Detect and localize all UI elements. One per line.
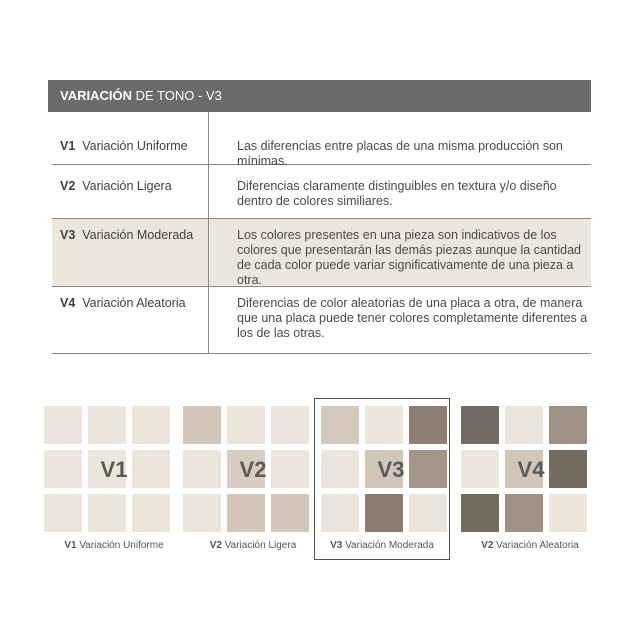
color-tile bbox=[365, 494, 403, 532]
swatch-v4 bbox=[461, 406, 601, 532]
color-tile bbox=[365, 406, 403, 444]
swatch-caption: V3 Variación Moderada bbox=[330, 540, 434, 551]
row-label: V2 Variación Ligera bbox=[60, 179, 172, 193]
color-tile bbox=[44, 494, 82, 532]
color-tile bbox=[321, 406, 359, 444]
color-tile bbox=[549, 494, 587, 532]
color-tile bbox=[271, 494, 309, 532]
row-label: V4 Variación Aleatoria bbox=[60, 296, 186, 310]
swatch-label: V3 bbox=[377, 457, 405, 482]
swatch-v2 bbox=[183, 406, 323, 532]
color-tile bbox=[183, 450, 221, 488]
swatch-label: V1 bbox=[100, 457, 128, 482]
header-title-bold: VARIACIÓN bbox=[60, 88, 132, 103]
color-tile bbox=[44, 450, 82, 488]
color-tile bbox=[132, 494, 170, 532]
table-row bbox=[52, 112, 591, 168]
color-tile bbox=[409, 406, 447, 444]
swatch-v1 bbox=[44, 406, 184, 532]
swatch-label: V2 bbox=[239, 457, 267, 482]
color-tile bbox=[271, 406, 309, 444]
table-row-highlighted bbox=[52, 219, 591, 287]
row-label: V1 Variación Uniforme bbox=[60, 139, 188, 153]
color-tile bbox=[409, 494, 447, 532]
swatch-caption: V1 Variación Uniforme bbox=[64, 540, 164, 551]
color-tile bbox=[88, 494, 126, 532]
table-header bbox=[48, 80, 591, 112]
row-description: Diferencias de color aleatorias de una placa a otra, de manera que una placa puede tener colores completamente diferentes a los de las otras. bbox=[237, 296, 588, 340]
color-tile bbox=[461, 494, 499, 532]
column-divider bbox=[208, 112, 209, 354]
color-tile bbox=[183, 406, 221, 444]
row-description: Diferencias claramente distinguibles en textura y/o diseño dentro de colores similiares. bbox=[237, 179, 557, 208]
table-row bbox=[52, 165, 591, 219]
row-description: Los colores presentes en una pieza son indicativos de los colores que presentarán las demás piezas aunque la cantidad de cada color puede variar significativamente de una pieza a otra. bbox=[237, 228, 581, 287]
color-tile bbox=[321, 494, 359, 532]
row-label: V3 Variación Moderada bbox=[60, 228, 194, 242]
color-tile bbox=[132, 406, 170, 444]
swatch-label: V4 bbox=[517, 457, 545, 482]
color-tile bbox=[183, 494, 221, 532]
table-row bbox=[52, 287, 591, 354]
color-tile bbox=[44, 406, 82, 444]
color-tile bbox=[227, 406, 265, 444]
color-tile bbox=[505, 494, 543, 532]
color-tile bbox=[461, 406, 499, 444]
row-description: Las diferencias entre placas de una misma producción son mínimas. bbox=[237, 139, 563, 168]
color-tile bbox=[505, 406, 543, 444]
swatch-caption: V2 Variación Ligera bbox=[209, 540, 297, 551]
color-tile bbox=[321, 450, 359, 488]
color-tile bbox=[461, 450, 499, 488]
color-tile bbox=[227, 494, 265, 532]
header-title-rest: DE TONO - V3 bbox=[131, 88, 222, 103]
color-tile bbox=[549, 406, 587, 444]
color-tile bbox=[88, 406, 126, 444]
swatch-v3 bbox=[321, 406, 461, 532]
swatch-caption: V2 Variación Aleatoria bbox=[481, 540, 579, 551]
